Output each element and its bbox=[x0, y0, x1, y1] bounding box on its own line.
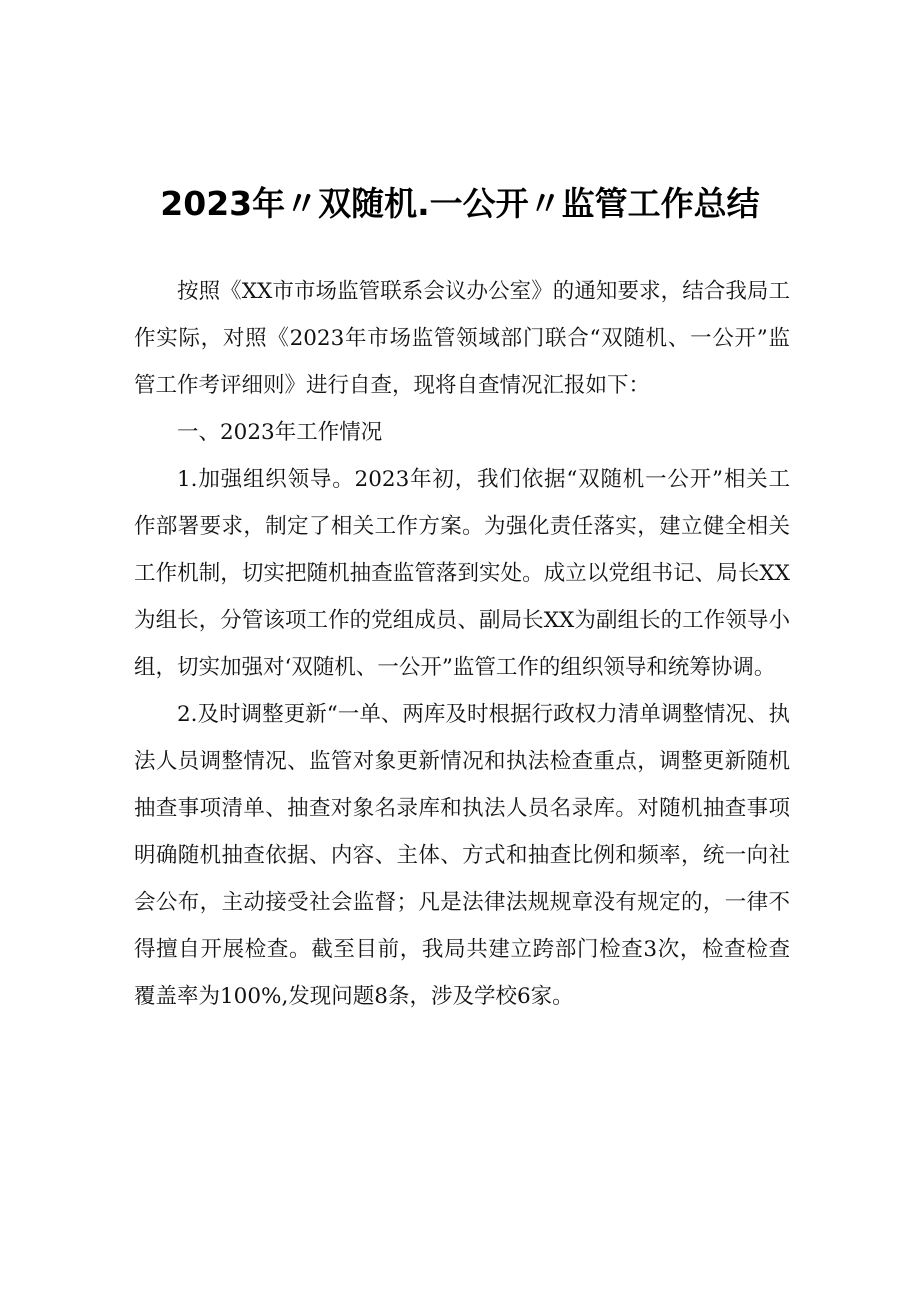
paragraph-organization: 1.加强组织领导。2023年初，我们依据“双随机一公开”相关工作部署要求，制定了相关工作方案。为强化责任落实，建立健全相关工作机制，切实把随机抽查监管落到实处。成立以党组书记、局长XX为组长，分管该项工作的党组成员、副局长XX为副组长的工作领导小组，切实加强对‘双随机、一公开”监管工作的组织领导和统筹协调。 bbox=[134, 467, 790, 680]
document-body bbox=[134, 268, 790, 1020]
paragraph-intro: 按照《XX市市场监管联系会议办公室》的通知要求，结合我局工作实际，对照《2023年市场监管领域部门联合“双随机、一公开”监管工作考评细则》进行自查，现将自查情况汇报如下： bbox=[134, 279, 790, 398]
paragraph-update: 2.及时调整更新“一单、两库及时根据行政权力清单调整情况、执法人员调整情况、监管对象更新情况和执法检查重点，调整更新随机抽查事项清单、抽查对象名录库和执法人员名录库。对随机抽查事项明确随机抽查依据、内容、主体、方式和抽查比例和频率，统一向社会公布，主动接受社会监督；凡是法律法规规章没有规定的，一律不得擅自开展检查。截至目前，我局共建立跨部门检查3次，检查检查覆盖率为100%,发现问题8条，涉及学校6家。 bbox=[134, 702, 790, 1009]
document-title: 2023年〃双随机.一公开〃监管工作总结 bbox=[160, 184, 760, 223]
section-heading: 一、2023年工作情况 bbox=[177, 420, 383, 445]
